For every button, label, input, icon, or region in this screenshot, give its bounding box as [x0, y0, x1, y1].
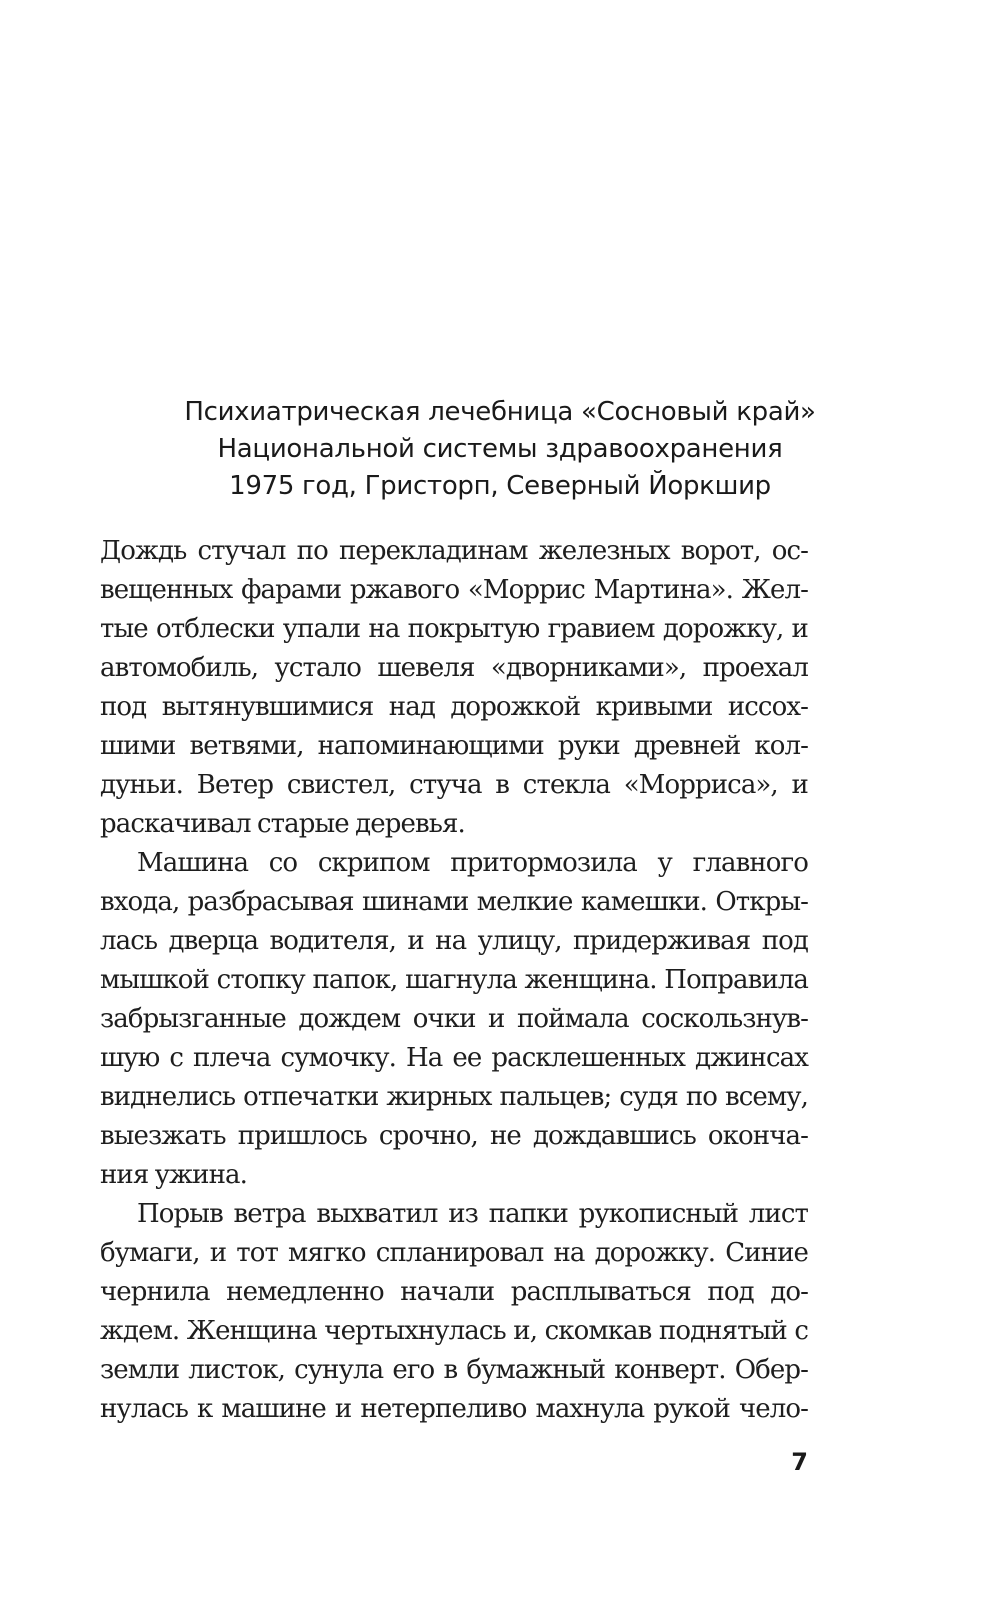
text-line: земли листок, сунула его в бумажный конверт. Обер-	[100, 1355, 808, 1385]
text-line: шими ветвями, напоминающими руки древней кол-	[100, 731, 808, 761]
paragraph-2	[100, 844, 808, 1195]
page-number: 7	[791, 1448, 808, 1476]
text-line: забрызганные дождем очки и поймала соскользнув-	[100, 1004, 808, 1034]
heading-line: 1975 год, Гристорп, Северный Йоркшир	[229, 471, 771, 501]
heading-line: Национальной системы здравоохранения	[217, 434, 783, 464]
text-line: вещенных фарами ржавого «Моррис Мартина». Жел-	[100, 575, 808, 605]
text-line: автомобиль, устало шевеля «дворниками», проехал	[100, 653, 808, 683]
text-line: виднелись отпечатки жирных пальцев; судя по всему,	[100, 1082, 808, 1112]
text-line: лась дверца водителя, и на улицу, придерживая под	[100, 926, 808, 956]
text-line: раскачивал старые деревья.	[100, 809, 465, 839]
text-line: входа, разбрасывая шинами мелкие камешки. Откры-	[100, 887, 808, 917]
text-line: дуньи. Ветер свистел, стуча в стекла «Морриса», и	[100, 770, 808, 800]
paragraph-1	[100, 532, 808, 844]
text-line: выезжать пришлось срочно, не дождавшись оконча-	[100, 1121, 808, 1151]
text-line: мышкой стопку папок, шагнула женщина. Поправила	[100, 965, 808, 995]
text-line: ждем. Женщина чертыхнулась и, скомкав поднятый с	[100, 1316, 808, 1346]
body-text	[100, 532, 808, 1429]
text-line: нулась к машине и нетерпеливо махнула рукой чело-	[100, 1394, 808, 1424]
chapter-heading	[100, 394, 900, 505]
text-line: чернила немедленно начали расплываться под до-	[100, 1277, 808, 1307]
text-line: Машина со скрипом притормозила у главного	[137, 848, 808, 878]
text-line: бумаги, и тот мягко спланировал на дорожку. Синие	[100, 1238, 808, 1268]
text-line: под вытянувшимися над дорожкой кривыми иссох-	[100, 692, 808, 722]
text-line: Дождь стучал по перекладинам железных ворот, ос-	[100, 536, 808, 566]
text-line: шую с плеча сумочку. На ее расклешенных джинсах	[100, 1043, 808, 1073]
text-line: тые отблески упали на покрытую гравием дорожку, и	[100, 614, 808, 644]
paragraph-3	[100, 1195, 808, 1429]
text-line: Порыв ветра выхватил из папки рукописный лист	[137, 1199, 808, 1229]
heading-line: Психиатрическая лечебница «Сосновый край»	[184, 397, 816, 427]
text-line: ния ужина.	[100, 1160, 247, 1190]
